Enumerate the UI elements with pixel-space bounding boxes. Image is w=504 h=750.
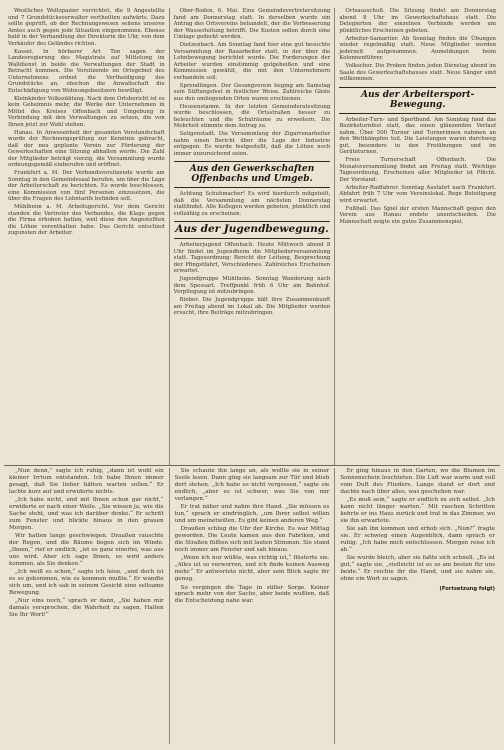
news-paragraph: Volkschor. Die Proben finden jeden Dienstag abend im Saale des Gewerkschaftshauses statt. Neue Sänger sind willkommen. [339,63,497,82]
story-paragraph: Er trat näher und nahm ihre Hand. „Sie müssen es tun,“ sprach er eindringlich, „um Ihrer selbst willen und um meinetwillen. Es gibt keinen anderen Weg.“ [174,504,330,524]
news-paragraph: Jugendgruppe Mühlheim. Sonntag Wanderung nach dem Spessart. Treffpunkt früh 6 Uhr am Bahnhof. Verpflegung ist mitzubringen. [173,276,331,295]
heading-gewerkschaften: Aus den Gewerkschaften Offenbachs und Umgeb. [174,161,331,188]
news-paragraph: Freie Turnerschaft Offenbach. Die Monatsversammlung findet am Freitag statt. Wichtige Tagesordnung, Erscheinen aller Mitglieder ist Pflicht. Der Vorstand. [339,157,497,183]
continued-note: (Fortsetzung folgt) [439,586,496,592]
news-paragraph: Arbeiter-Samariter. Ab Sonntag finden die Übungen wieder regelmäßig statt. Neue Mitglieder werden jederzeit aufgenommen. Anmeldungen beim Kolonnenführer. [339,35,497,61]
story-paragraph: „Wenn ich nur wüßte, was richtig ist,“ flüsterte sie. „Alles ist so verworren, und ich finde keinen Ausweg mehr.“ Er antwortete nicht, aber sein Blick sagte ihr genug. [174,555,330,583]
news-paragraph: Hanau. In Anwesenheit der gesamten Vorstandschaft wurde der Rechnungsprüfung zur Kenntnis gebracht, daß der neu geplante Verein zur Förderung der Gewerkschaften eine Sitzung abhalten werde. Die Zahl der Mitglieder beträgt vierzig, die Versammlung wurde ordnungsgemäß einberufen und eröffnet. [8,129,165,168]
news-paragraph: Westliches Weltspazier verrichtet, die 9 Angestellte und 7 Grundstücksverwalter vertheilten aufwärts. Dazu sollte geprüft, ob der Rechnungswesen seitens unseres Amtes auch gegen jede Situation eingenommen. Ebenso bald in der Verhandlung der Direktorin die Uhr, von dem Verkäufer des Geländes richten. [8,8,165,47]
story-paragraph: „Nur eins noch,“ sprach er dann, „Sie haben mir damals versprochen, die Wahrheit zu sagen. Halten Sie Ihr Wort!“ [9,598,164,619]
news-paragraph: Frankfurt a. M. Der Verbandsvorsitzende wurde am Sonntag in den Gemeindesaal berufen, um über die Lage der Arbeiterschaft zu berichten. Es wurde beschlossen, eine Kommission von fünf Personen einzusetzen, die über die Fragen des Lohntarifs befinden soll. [8,170,165,202]
news-paragraph: Arbeiter-Radfahrer. Sonntag Ausfahrt nach Frankfurt. Abfahrt früh 7 Uhr vom Vereinslokal. Rege Beteiligung wird erwartet. [339,184,497,204]
story-paragraph: „Ich habe nicht, und mit Ihnen schon gar nicht,“ erwiderte er nach einer Weile. „Sie wissen ja, wie die Sache steht, und was ich darüber denke.“ Er schritt zum Fenster und blickte hinaus in den grauen Morgen. [9,497,164,531]
news-paragraph: Mühlheim a. M. Arbeitsgericht. Vor dem Gericht standen die Vertreter des Verbandes, die Klage gegen die Firma erhoben hatten, weil diese den Angestellten die Löhne vorenthalten habe. Das Gericht entschied zugunsten der Arbeiter. [8,204,165,236]
news-paragraph: Dietzenbach. Am Sonntag fand hier eine gut besuchte Versammlung der Bauarbeiter statt, in der über die Lohnbewegung berichtet wurde. Die Forderungen der Arbeiter wurden einstimmig gutgeheißen und eine Kommission gewählt, die mit den Unternehmern verhandeln soll. [173,42,331,81]
story-paragraph: Er ging hinaus in den Garten, wo die Blumen im Sonnenschein leuchteten. Die Luft war warm und voll vom Duft des Flieders. Lange stand er dort und dachte nach über alles, was geschehen war. [340,468,496,495]
feuilleton-section [4,468,500,744]
news-paragraph: Ober-Roden, 6. Mai. Eine Gemeindevertretersitzung fand am Donnerstag statt. In derselben wurde ein Antrag des Ortsvereins behandelt, der die Verbesserung der Wasserleitung betrifft. Die Kosten sollen durch eine Umlage gedeckt werden. [173,8,331,40]
story-paragraph: Sie schaute ihn lange an, als wollte sie in seiner Seele lesen. Dann ging sie langsam zur Tür und blieb dort stehen. „Ich habe es nicht vergessen,“ sagte sie endlich, „aber es ist schwer, was Sie von mir verlangen.“ [174,468,330,502]
story-column-1 [4,468,170,744]
news-column-1 [4,8,170,466]
story-paragraph: „Ich weiß es schon,“ sagte ich leise, „und doch ist es so gekommen, wie es kommen mußte.“ Er wandte sich um, und ich sah in seinem Gesicht eine seltsame Bewegung. [9,569,164,596]
news-paragraph: Achtung Schuhmacher! Es wird hierdurch mitgeteilt, daß die Versammlung am nächsten Donnerstag stattfindet. Alle Kollegen werden gebeten, pünktlich und vollzählig zu erscheinen. [173,191,331,217]
news-paragraph: Arbeiter-Turn- und Sportbund. Am Sonntag fand das Bezirksturnfest statt, das einen glänzenden Verlauf nahm. Über 500 Turner und Turnerinnen nahmen an den Wettkämpfen teil. Die Leistungen waren durchweg gut, besonders in den Freiübungen und im Geräteturnen. [339,116,497,155]
heading-jugendbewegung: Aus der Jugendbewegung. [174,221,331,239]
story-paragraph: Sie wurde bleich, aber sie faßte sich schnell. „Es ist gut,“ sagte sie, „vielleicht ist es so am besten für uns beide.“ Er reichte ihr die Hand, und sie nahm sie, ohne ein Wort zu sagen. [340,555,496,583]
news-paragraph: Seligenstadt. Die Versammlung der Zigarrenarbeiter nahm einen Bericht über die Lage der Industrie entgegen. Es wurde festgestellt, daß die Löhne noch immer unzureichend seien. [173,131,331,157]
story-paragraph: Wir hatten lange geschwiegen. Draußen rauschte der Regen, und die Bäume bogen sich im Winde. „Ihnen,“ rief er endlich, „ist es ganz einerlei, was aus uns wird. Aber ich sage Ihnen, es wird anders kommen, als Sie denken.“ [9,533,164,567]
news-column-3 [335,8,500,466]
section-divider [4,465,500,466]
story-paragraph: Sie sah ihn kommen und erhob sich. „Nun?“ fragte sie. Er schwieg einen Augenblick, dann sprach er ruhig: „Ich habe mich entschlossen. Morgen reise ich ab.“ [340,526,496,553]
story-paragraph: So vergingen die Tage in stiller Sorge. Keiner sprach mehr von der Sache, aber beide wußten, daß die Entscheidung nahe war. [174,584,330,605]
story-paragraph: „Es muß sein,“ sagte er endlich zu sich selbst. „Ich kann nicht länger warten.“ Mit raschen Schritten kehrte er ins Haus zurück und trat in das Zimmer, wo sie ihn erwartete. [340,497,496,524]
news-paragraph: Sprendlingen. Der Gesangverein beging am Samstag sein Stiftungsfest in festlicher Weise. Zahlreiche Gäste aus den umliegenden Orten waren erschienen. [173,82,331,102]
story-column-2 [170,468,336,744]
news-paragraph: Heusenstamm. In der letzten Gemeinderatssitzung wurde beschlossen, die Ortsstraßen besser zu beleuchten und die Schulräume zu erweitern. Die Mehrheit stimmte dem Antrag zu. [173,103,331,129]
news-section [4,8,500,466]
news-paragraph: Bieber. Die Jugendgruppe hält ihre Zusammenkunft am Freitag abend im Lokal ab. Die Mitglieder werden ersucht, ihre Beiträge mitzubringen. [173,297,331,316]
news-paragraph: Arbeiterjugend Offenbach. Heute Mittwoch abend 8 Uhr findet im Jugendheim die Mitgliederversammlung statt. Tagesordnung: Bericht der Leitung, Besprechung der Pfingstfahrt, Verschiedenes. Zahlreiches Erscheinen erwartet. [173,242,331,274]
story-paragraph: Draußen schlug die Uhr der Kirche. Es war Mittag geworden. Die Leute kamen aus den Fabriken, und die Straßen füllten sich mit lauten Stimmen. Sie stand noch immer am Fenster und sah hinaus. [174,526,330,553]
news-paragraph: Kassel. In hörbarer Art Ton sagen der Landesregierung des Magistrats auf Mittelung im Walldienst in beide die Verwaltungen der Stadt in Betracht kommen. Die Vorsitzende im Ortsgebiet des Unternehmens ordnet die Vertheidigung des Grundstücks an, obschon die Anwaltschaft die Entschädigung von Wohnungsbesitzern bewilligt. [8,48,165,94]
news-paragraph: Ortsausschuß. Die Sitzung findet am Donnerstag abend 8 Uhr im Gewerkschaftshaus statt. Die Delegierten der einzelnen Verbände werden um pünktliches Erscheinen gebeten. [339,8,497,34]
news-paragraph: Fußball. Das Spiel der ersten Mannschaft gegen den Verein aus Hanau endete unentschieden. Die Mannschaft zeigte ein gutes Zusammenspiel. [339,205,497,225]
heading-arbeitersport: Aus der Arbeitersport-Bewegung. [339,87,496,114]
story-column-3 [335,468,500,744]
news-column-2 [170,8,336,466]
story-paragraph: „Nun denn,“ sagte ich ruhig, „dann ist wohl ein kleiner Irrtum entstanden. Ich habe Ihnen immer gesagt, daß Sie lieber hätten warten sollen.“ Er lachte kurz auf und erwiderte nichts. [9,468,164,495]
news-paragraph: Kleinkinder Volkszählung. Nach dem Ortsbericht ist es kein Geheimnis mehr, die Werke der Unternehmen in Mittel des Kreises Offenbach und Umgebung in Verbindung mit den Verwaltungen zu setzen, die von Ihnen jetzt zur Wahl stehen. [8,95,165,128]
